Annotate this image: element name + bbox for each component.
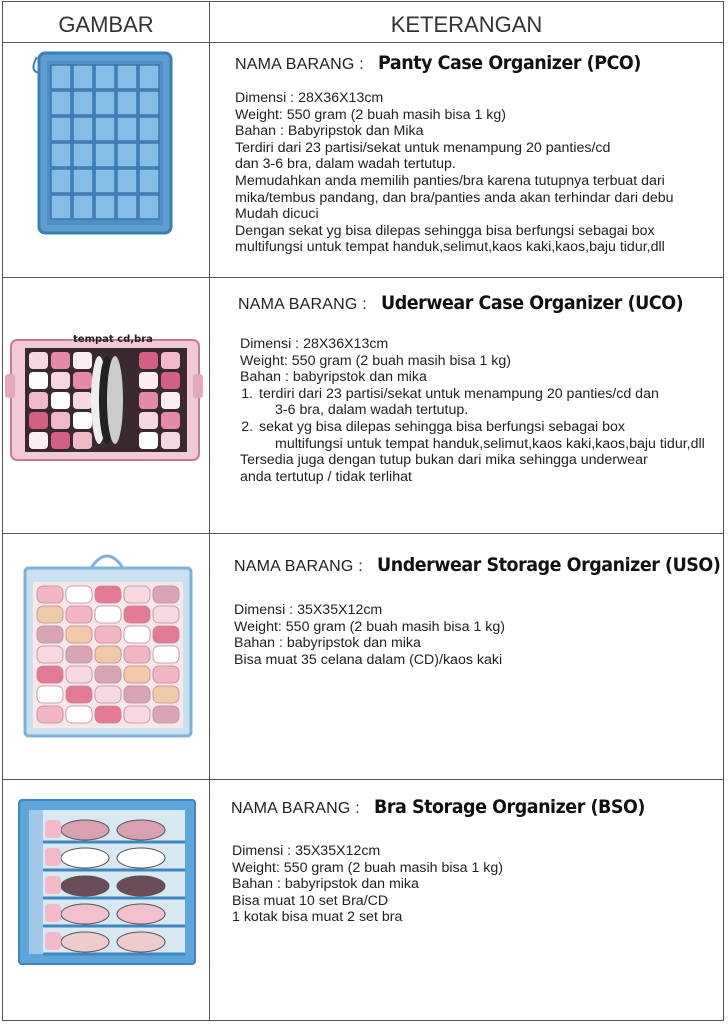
desc-line: Tersedia juga dengan tutup bukan dari mika sehingga underwear: [240, 452, 648, 469]
bra-item: [117, 820, 165, 840]
compartment: [95, 195, 115, 219]
product-info-cell: [210, 278, 723, 533]
desc-line: Dimensi : 35X35X12cm: [232, 843, 381, 859]
list-item: 1. terdiri dari 23 partisi/sekat untuk menampung 20 panties/cd dan 3-6 bra, dalam wadah tertutup.: [257, 386, 705, 419]
compartment: [51, 169, 71, 193]
desc-line: Bahan : babyripstok dan mika: [232, 876, 419, 893]
side-pocket-item: [45, 820, 61, 838]
folded-item: [139, 392, 158, 409]
desc-line: anda tertutup / tidak terlihat: [240, 468, 412, 485]
rolled-item: [37, 646, 63, 663]
rolled-item: [124, 626, 150, 643]
folded-item: [29, 392, 48, 409]
rolled-item: [37, 586, 63, 603]
rolled-item: [95, 626, 121, 643]
product-photo-bso: [3, 780, 209, 1020]
compartment: [73, 65, 93, 89]
rolled-item: [37, 626, 63, 643]
list-item: 2. sekat yg bisa dilepas sehingga bisa berfungsi sebagai box multifungsi untuk tempat handuk,selimut,kaos kaki,kaos,baju tidur,dll: [257, 419, 705, 452]
compartment: [117, 195, 137, 219]
folded-item: [161, 372, 180, 389]
bra-item: [61, 820, 109, 840]
folded-item: [29, 352, 48, 369]
product-image-cell: [3, 534, 209, 779]
folded-item: [139, 372, 158, 389]
image-caption: tempat cd,bra: [73, 334, 153, 345]
bra-item: [61, 932, 109, 952]
desc-line: Terdiri dari 23 partisi/sekat untuk menampung 20 panties/cd: [235, 139, 611, 156]
desc-line: Weight: 550 gram (2 buah masih bisa 1 kg): [235, 106, 507, 123]
rolled-item: [37, 666, 63, 683]
rolled-item: [153, 626, 179, 643]
rolled-item: [37, 686, 63, 703]
folded-item: [161, 352, 180, 369]
product-photo-pco: [3, 43, 209, 277]
rolled-item: [153, 686, 179, 703]
compartment: [73, 169, 93, 193]
rolled-item: [66, 646, 92, 663]
name-label: NAMA BARANG :: [238, 296, 367, 313]
product-name: Uderwear Case Organizer (UCO): [381, 292, 684, 314]
folded-item: [139, 412, 158, 429]
rolled-item: [153, 646, 179, 663]
compartment: [117, 169, 137, 193]
folded-item: [51, 432, 70, 449]
desc-line: Weight: 550 gram (2 buah masih bisa 1 kg): [234, 618, 506, 635]
compartment: [117, 143, 137, 167]
column-header-gambar: GAMBAR: [58, 12, 154, 37]
folded-item: [73, 432, 92, 449]
bra-item: [117, 904, 165, 924]
rolled-item: [153, 586, 179, 603]
compartment: [139, 65, 159, 89]
desc-line: Bisa muat 35 celana dalam (CD)/kaos kaki: [234, 651, 503, 668]
rolled-item: [95, 686, 121, 703]
product-info-cell: [210, 43, 723, 277]
compartment: [95, 91, 115, 115]
product-name-line: [234, 554, 728, 576]
compartment: [73, 195, 93, 219]
rolled-item: [95, 706, 121, 723]
product-image-cell: [3, 43, 209, 277]
rolled-item: [124, 686, 150, 703]
desc-line: Bahan : babyripstok dan mika: [240, 369, 427, 386]
folded-item: [73, 352, 92, 369]
rolled-item: [37, 606, 63, 623]
folded-item: [73, 392, 92, 409]
rolled-item: [124, 586, 150, 603]
product-name: Bra Storage Organizer (BSO): [374, 796, 646, 818]
desc-line: Weight: 550 gram (2 buah masih bisa 1 kg): [232, 859, 504, 876]
name-label: NAMA BARANG :: [235, 56, 364, 73]
product-info-cell: [210, 534, 723, 779]
rolled-item: [124, 666, 150, 683]
compartment: [51, 117, 71, 141]
side-pocket-item: [45, 876, 61, 894]
folded-item: [29, 372, 48, 389]
bra-item: [61, 848, 109, 868]
compartment: [139, 91, 159, 115]
product-name-line: [235, 52, 664, 74]
desc-line: mika/tembus pandang, dan bra/panties anda akan terhindar dari debu: [235, 189, 674, 206]
desc-line: Bisa muat 10 set Bra/CD: [232, 892, 389, 909]
compartment: [139, 117, 159, 141]
product-info-cell: [210, 780, 723, 1020]
desc-line: Dimensi : 28X36X13cm: [240, 336, 389, 352]
product-photo-uco: [3, 278, 209, 533]
product-photo-uso: [3, 534, 209, 779]
desc-line: Bahan : Babyripstok dan Mika: [235, 123, 424, 140]
folded-item: [29, 432, 48, 449]
compartment: [73, 143, 93, 167]
folded-item: [161, 392, 180, 409]
compartment: [51, 143, 71, 167]
compartment: [117, 65, 137, 89]
compartment: [73, 91, 93, 115]
rolled-item: [66, 586, 92, 603]
product-image-cell: [3, 780, 209, 1020]
bra-item: [107, 356, 123, 444]
product-name: Panty Case Organizer (PCO): [378, 52, 642, 74]
rolled-item: [95, 586, 121, 603]
compartment: [139, 195, 159, 219]
folded-item: [139, 432, 158, 449]
compartment: [139, 143, 159, 167]
rolled-item: [153, 706, 179, 723]
rolled-item: [153, 606, 179, 623]
compartment: [51, 65, 71, 89]
rolled-item: [124, 606, 150, 623]
rolled-item: [95, 606, 121, 623]
rolled-item: [95, 646, 121, 663]
desc-line: Memudahkan anda memilih panties/bra karena tutupnya terbuat dari: [235, 172, 665, 189]
desc-line: Dimensi : 35X35X12cm: [234, 602, 383, 618]
product-image-cell: [3, 278, 209, 533]
rolled-item: [66, 626, 92, 643]
folded-item: [73, 372, 92, 389]
desc-line: Weight: 550 gram (2 buah masih bisa 1 kg): [240, 352, 512, 369]
compartment: [95, 117, 115, 141]
name-label: NAMA BARANG :: [234, 558, 363, 575]
compartment: [73, 117, 93, 141]
side-pocket-item: [45, 932, 61, 950]
folded-item: [29, 412, 48, 429]
folded-item: [161, 432, 180, 449]
rolled-item: [37, 706, 63, 723]
column-header-keterangan: KETERANGAN: [390, 12, 543, 37]
folded-item: [51, 392, 70, 409]
rolled-item: [153, 666, 179, 683]
compartment: [51, 91, 71, 115]
side-pocket-item: [45, 904, 61, 922]
product-name-line: [238, 292, 710, 314]
side-pocket-item: [45, 848, 61, 866]
desc-line: Mudah dicuci: [235, 206, 319, 223]
bra-item: [117, 932, 165, 952]
desc-line: Bahan : babyripstok dan mika: [234, 635, 421, 652]
product-description: [240, 336, 705, 485]
compartment: [117, 91, 137, 115]
bra-item: [61, 904, 109, 924]
folded-item: [51, 412, 70, 429]
compartment: [51, 195, 71, 219]
rolled-item: [66, 686, 92, 703]
name-label: NAMA BARANG :: [231, 800, 360, 817]
rolled-item: [66, 666, 92, 683]
rolled-item: [66, 606, 92, 623]
compartment: [117, 117, 137, 141]
folded-item: [139, 352, 158, 369]
product-name-line: [231, 796, 669, 818]
rolled-item: [124, 706, 150, 723]
feature-list: [240, 386, 705, 452]
product-description: [235, 90, 674, 256]
product-table: [2, 1, 724, 1021]
product-name: Underwear Storage Organizer (USO): [377, 554, 721, 576]
folded-item: [51, 352, 70, 369]
desc-line: Dengan sekat yg bisa dilepas sehingga bisa berfungsi sebagai box: [235, 222, 655, 239]
desc-line: 1 kotak bisa muat 2 set bra: [232, 909, 403, 926]
bra-item: [61, 876, 109, 896]
desc-line: Dimensi : 28X36X13cm: [235, 90, 384, 106]
rolled-item: [95, 666, 121, 683]
product-description: [232, 843, 503, 926]
compartment: [139, 169, 159, 193]
desc-line: dan 3-6 bra, dalam wadah tertutup.: [235, 156, 456, 173]
compartment: [95, 65, 115, 89]
compartment: [95, 169, 115, 193]
rolled-item: [66, 706, 92, 723]
product-description: [234, 602, 505, 668]
folded-item: [51, 372, 70, 389]
folded-item: [161, 412, 180, 429]
desc-line: multifungsi untuk tempat handuk,selimut,kaos kaki,kaos,baju tidur,dll: [235, 239, 665, 256]
folded-item: [73, 412, 92, 429]
rolled-item: [124, 646, 150, 663]
bra-item: [117, 876, 165, 896]
bra-item: [117, 848, 165, 868]
compartment: [95, 143, 115, 167]
